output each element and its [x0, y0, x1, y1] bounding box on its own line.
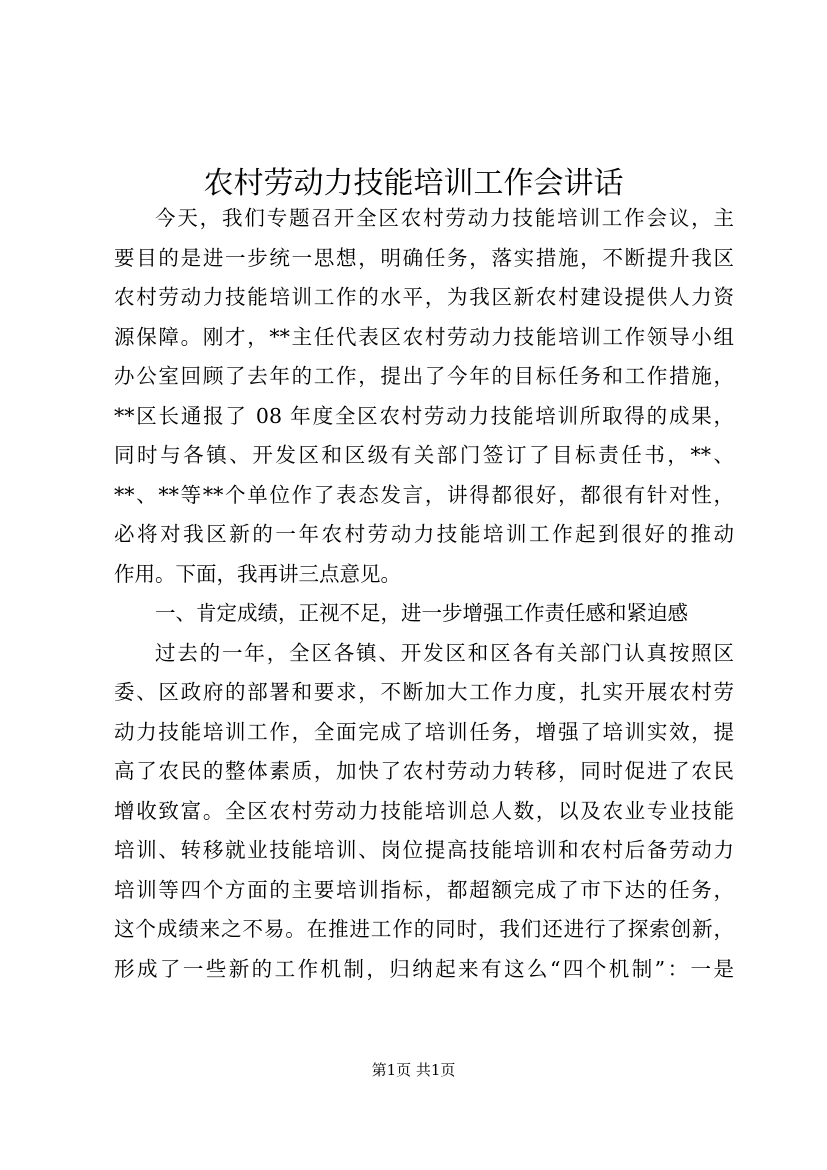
page-number-footer: 第1页 共1页 [371, 1061, 456, 1079]
paragraph-line: 高了农民的整体素质，加快了农村劳动力转移，同时促进了农民 [114, 759, 734, 783]
paragraph-line: 同时与各镇、开发区和区级有关部门签订了目标责任书，**、 [114, 443, 734, 467]
paragraph-line: 形成了一些新的工作机制，归纳起来有这么“四个机制”：一是 [114, 956, 734, 981]
paragraph-line: **区长通报了 08 年度全区农村劳动力技能培训所取得的成果， [114, 403, 734, 428]
paragraph-line: **、**等**个单位作了表态发言，讲得都很好，都很有针对性， [114, 482, 734, 507]
paragraph-line: 必将对我区新的一年农村劳动力技能培训工作起到很好的推动 [114, 522, 734, 546]
paragraph-line: 委、区政府的部署和要求，不断加大工作力度，扎实开展农村劳 [114, 680, 734, 704]
section-heading: 一、肯定成绩，正视不足，进一步增强工作责任感和紧迫感 [155, 601, 688, 625]
paragraph-line: 农村劳动力技能培训工作的水平，为我区新农村建设提供人力资 [114, 285, 734, 309]
paragraph-line: 源保障。刚才，**主任代表区农村劳动力技能培训工作领导小组 [114, 324, 734, 349]
paragraph-line: 办公室回顾了去年的工作，提出了今年的目标任务和工作措施， [114, 364, 734, 388]
paragraph-line: 动力技能培训工作，全面完成了培训任务，增强了培训实效，提 [114, 719, 734, 744]
document-body [114, 199, 734, 989]
paragraph-line: 过去的一年，全区各镇、开发区和区各有关部门认真按照区 [155, 640, 734, 665]
paragraph-line: 要目的是进一步统一思想，明确任务，落实措施，不断提升我区 [114, 245, 734, 270]
paragraph-line: 增收致富。全区农村劳动力技能培训总人数，以及农业专业技能 [114, 798, 734, 823]
paragraph-line: 今天，我们专题召开全区农村劳动力技能培训工作会议，主 [155, 206, 734, 230]
paragraph-line: 培训等四个方面的主要培训指标，都超额完成了市下达的任务， [114, 877, 734, 902]
paragraph-line: 这个成绩来之不易。在推进工作的同时，我们还进行了探索创新， [114, 917, 734, 941]
paragraph-line: 作用。下面，我再讲三点意见。 [114, 561, 401, 586]
paragraph-line: 培训、转移就业技能培训、岗位提高技能培训和农村后备劳动力 [114, 838, 734, 862]
document-title: 农村劳动力技能培训工作会讲话 [203, 166, 624, 202]
